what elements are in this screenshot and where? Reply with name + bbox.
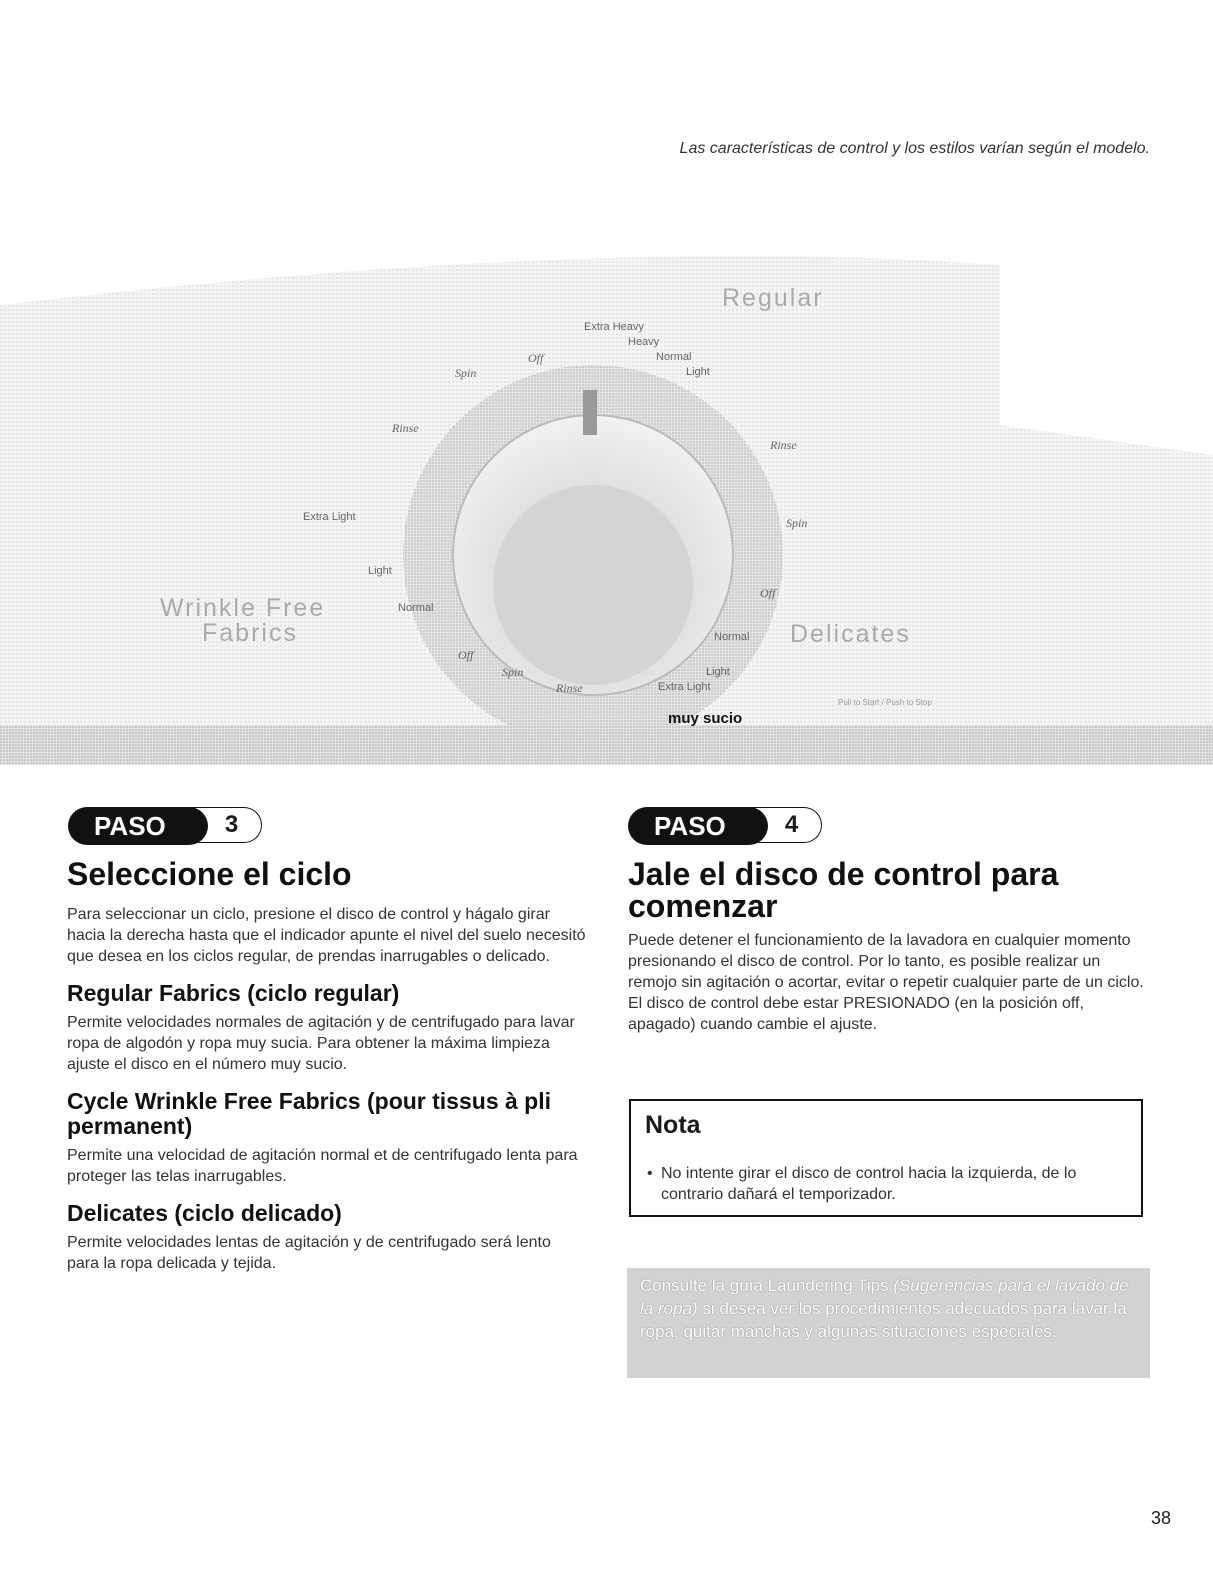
note-box — [629, 1099, 1143, 1217]
regular-spin-label: Spin — [455, 366, 477, 380]
tip-text-start: Consulte la guía Laundering Tips — [640, 1276, 894, 1295]
step-4-title: Jale el disco de control para comenzar — [628, 856, 1059, 924]
setting-light: Light — [686, 366, 710, 378]
note-title: Nota — [645, 1111, 701, 1139]
step-3-title: Seleccione el ciclo — [67, 856, 352, 892]
paso-4-number: 4 — [748, 807, 822, 843]
step-3-section — [67, 858, 587, 1274]
step-3-intro: Para seleccionar un ciclo, presione el disco de control y hágalo girar hacia la derecha hasta que el indicador apunte el nivel del suelo necesitó que desea en los ciclos regular, de prendas inarrugables o delicado. — [67, 906, 586, 965]
step-4-section — [628, 858, 1148, 1035]
control-dial-illustration — [0, 225, 1213, 765]
wrinkle-free-label: Wrinkle Free — [160, 594, 326, 622]
setting-wf-light: Light — [368, 565, 392, 577]
tip-text-italic: (Sugerencias para el lavado de la ropa) — [640, 1276, 1129, 1318]
wrinkle-free-heading: Cycle Wrinkle Free Fabrics (pour tissus à pli permanent) — [67, 1088, 552, 1139]
note-bullet: • No intente girar el disco de control hacia la izquierda, de lo contrario dañará el temporizador. — [647, 1163, 1131, 1205]
setting-extra-heavy: Extra Heavy — [584, 321, 644, 333]
delicates-heading: Delicates (ciclo delicado) — [67, 1200, 342, 1226]
wrinkle-spin-label: Spin — [502, 665, 524, 679]
delicates-spin-label: Spin — [786, 516, 808, 530]
regular-fabrics-heading: Regular Fabrics (ciclo regular) — [67, 980, 400, 1006]
pull-push-label: Pull to Start / Push to Stop — [838, 698, 932, 707]
laundering-tips-callout — [627, 1268, 1150, 1378]
regular-rinse-label: Rinse — [392, 421, 419, 435]
models-vary-caption: Las características de control y los estilos varían según el modelo. — [679, 140, 1150, 157]
tip-text-end: si desea ver los procedimientos adecuados para lavar la ropa, quitar manchas y algunas situaciones especiales. — [640, 1299, 1127, 1341]
setting-wf-normal: Normal — [398, 602, 434, 614]
setting-normal: Normal — [656, 351, 692, 363]
regular-label: Regular — [722, 284, 824, 312]
step-4-text: Puede detener el funcionamiento de la lavadora en cualquier momento presionando el disco de control. Por lo tanto, es posible realizar un remojo sin agitación o acortar, evitar o repetir cualquier parte de un ciclo. El disco de control debe estar PRESIONADO (en la posición off, apagado) cuando cambie el ajuste. — [628, 932, 1144, 1033]
fabrics-label: Fabrics — [202, 619, 298, 647]
wrinkle-off-label: Off — [458, 648, 474, 662]
muy-sucio-label: muy sucio — [668, 710, 743, 727]
paso-4-label: PASO — [628, 807, 768, 845]
control-panel-figure — [0, 225, 1213, 765]
page-number: 38 — [1151, 1508, 1172, 1528]
delicates-rinse-label: Rinse — [770, 438, 797, 452]
setting-del-extra-light: Extra Light — [658, 681, 711, 693]
regular-fabrics-text: Permite velocidades normales de agitación y de centrifugado para lavar ropa de algodón y ropa muy sucia. Para obtener la máxima limpieza ajuste el disco en el número muy sucio. — [67, 1014, 575, 1073]
setting-heavy: Heavy — [628, 336, 660, 348]
setting-del-normal: Normal — [714, 631, 750, 643]
setting-extra-light: Extra Light — [303, 511, 356, 523]
delicates-label: Delicates — [790, 620, 911, 648]
paso-3-number: 3 — [188, 807, 262, 843]
wrinkle-rinse-label: Rinse — [556, 681, 583, 695]
regular-off-label: Off — [528, 351, 544, 365]
delicates-text: Permite velocidades lentas de agitación y de centrifugado será lento para la ropa delicada y tejida. — [67, 1234, 551, 1272]
delicates-off-label: Off — [760, 586, 776, 600]
paso-3-label: PASO — [68, 807, 208, 845]
setting-del-light: Light — [706, 666, 730, 678]
wrinkle-free-text: Permite una velocidad de agitación normal et de centrifugado lenta para proteger las telas inarrugables. — [67, 1147, 578, 1185]
